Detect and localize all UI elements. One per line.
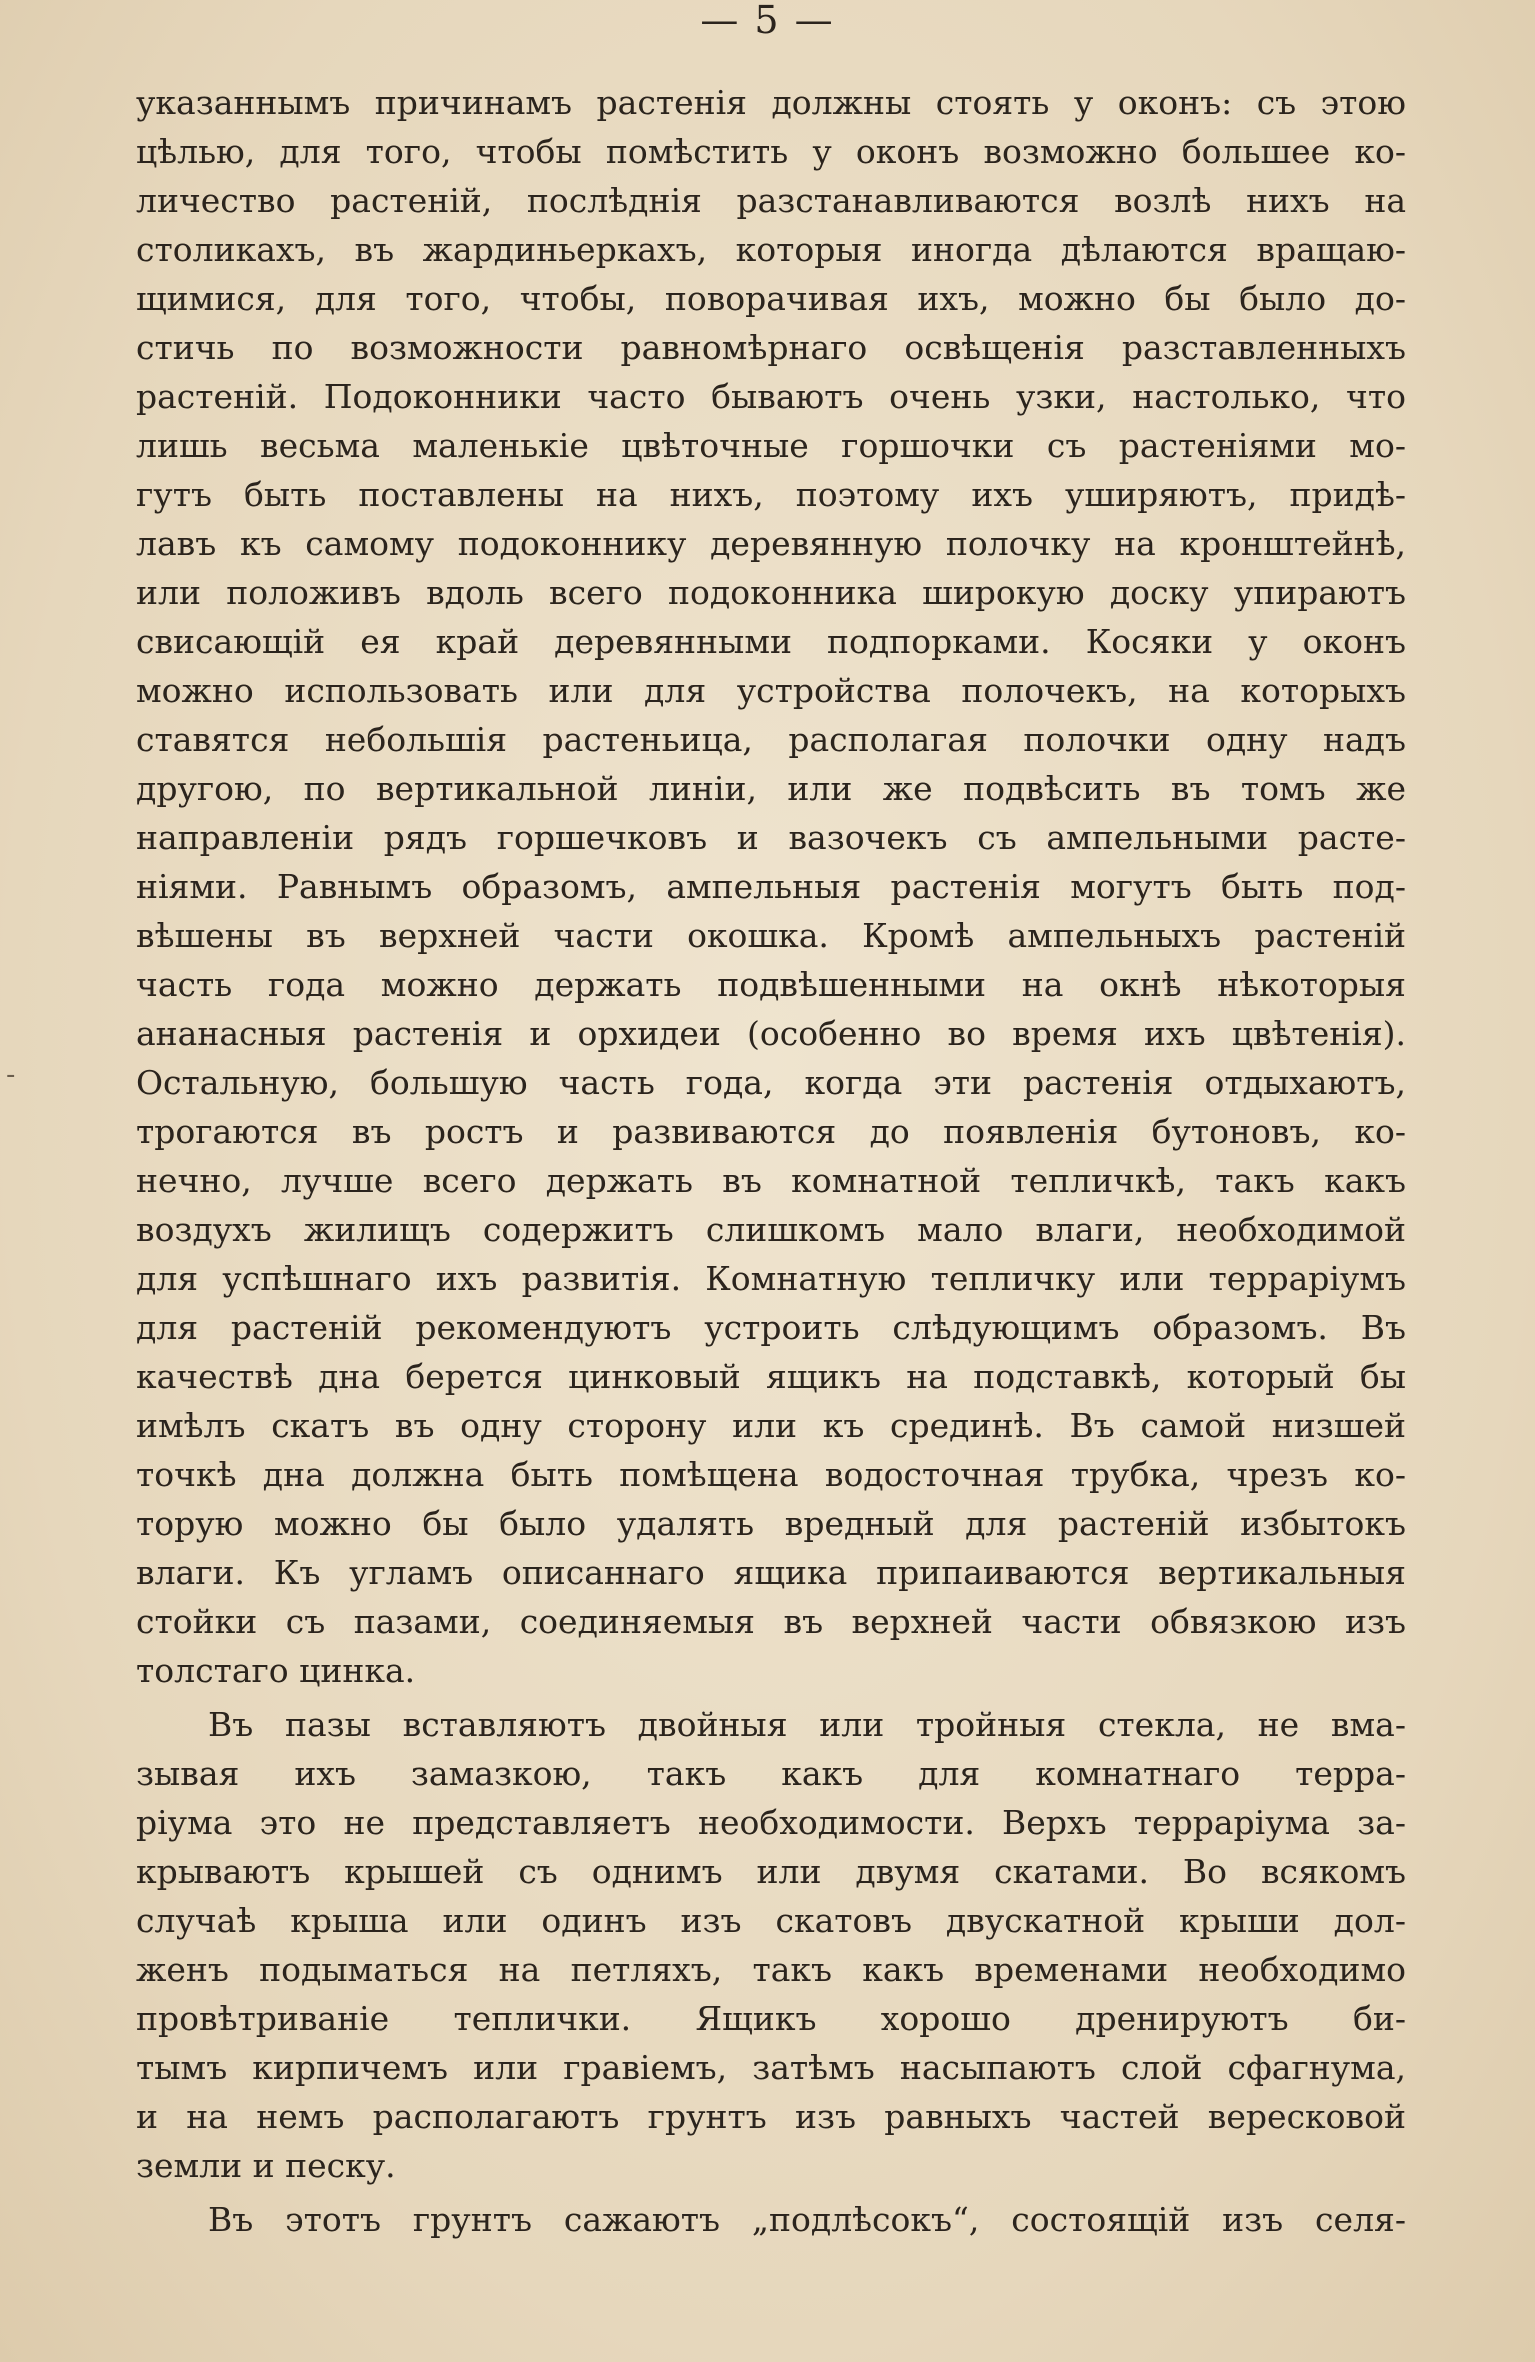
text-line: вѣшены въ верхней части окошка. Кромѣ ампельныхъ растеній — [136, 916, 1406, 955]
text-line: стойки съ пазами, соединяемыя въ верхней части обвязкою изъ — [136, 1602, 1406, 1641]
text-line: Остальную, большую часть года, когда эти растенія отдыхаютъ, — [136, 1063, 1406, 1102]
text-line: случаѣ крыша или одинъ изъ скатовъ двускатной крыши дол- — [136, 1901, 1406, 1940]
text-line: ніями. Равнымъ образомъ, ампельныя растенія могутъ быть под- — [136, 867, 1406, 906]
text-line: имѣлъ скатъ въ одну сторону или къ срединѣ. Въ самой низшей — [136, 1406, 1406, 1445]
text-line: для растеній рекомендуютъ устроить слѣдующимъ образомъ. Въ — [136, 1308, 1406, 1347]
paragraph — [136, 2195, 1406, 2244]
text-line: щимися, для того, чтобы, поворачивая ихъ, можно бы было до- — [136, 279, 1406, 318]
text-line: провѣтриваніе теплички. Ящикъ хорошо дренируютъ би- — [136, 1999, 1406, 2038]
text-line: трогаются въ ростъ и развиваются до появленія бутоновъ, ко- — [136, 1112, 1406, 1151]
text-line: цѣлью, для того, чтобы помѣстить у оконъ возможно большее ко- — [136, 132, 1406, 171]
page-number: — 5 — — [700, 0, 835, 42]
text-line: зывая ихъ замазкою, такъ какъ для комнатнаго терра- — [136, 1754, 1406, 1793]
text-line: качествѣ дна берется цинковый ящикъ на подставкѣ, который бы — [136, 1357, 1406, 1396]
text-line: влаги. Къ угламъ описаннаго ящика припаиваются вертикальныя — [136, 1553, 1406, 1592]
text-line: для успѣшнаго ихъ развитія. Комнатную тепличку или террарiумъ — [136, 1259, 1406, 1298]
text-line: ананасныя растенія и орхидеи (особенно во время ихъ цвѣтенія). — [136, 1014, 1406, 1053]
margin-mark: - — [6, 1060, 16, 1090]
text-line: лишь весьма маленькіе цвѣточные горшочки съ растеніями мо- — [136, 426, 1406, 465]
text-line: лавъ къ самому подоконнику деревянную полочку на кронштейнѣ, — [136, 524, 1406, 563]
text-line: нечно, лучше всего держать въ комнатной тепличкѣ, такъ какъ — [136, 1161, 1406, 1200]
body-text — [136, 78, 1406, 2244]
text-line: гутъ быть поставлены на нихъ, поэтому ихъ уширяютъ, придѣ- — [136, 475, 1406, 514]
text-line: и на немъ располагаютъ грунтъ изъ равныхъ частей вересковой — [136, 2097, 1406, 2136]
text-line: свисающій ея край деревянными подпорками. Косяки у оконъ — [136, 622, 1406, 661]
text-line: указаннымъ причинамъ растенія должны стоять у оконъ: съ этою — [136, 83, 1406, 122]
text-line: столикахъ, въ жардиньеркахъ, которыя иногда дѣлаются вращаю- — [136, 230, 1406, 269]
text-line: другою, по вертикальной линіи, или же подвѣсить въ томъ же — [136, 769, 1406, 808]
text-line: тымъ кирпичемъ или гравіемъ, затѣмъ насыпаютъ слой сфагнума, — [136, 2048, 1406, 2087]
text-line: можно использовать или для устройства полочекъ, на которыхъ — [136, 671, 1406, 710]
text-line: женъ подыматься на петляхъ, такъ какъ временами необходимо — [136, 1950, 1406, 1989]
text-line: стичь по возможности равномѣрнаго освѣщенія разставленныхъ — [136, 328, 1406, 367]
text-line: или положивъ вдоль всего подоконника широкую доску упираютъ — [136, 573, 1406, 612]
text-line: воздухъ жилищъ содержитъ слишкомъ мало влаги, необходимой — [136, 1210, 1406, 1249]
text-line: точкѣ дна должна быть помѣщена водосточная трубка, чрезъ ко- — [136, 1455, 1406, 1494]
text-line: ріума это не представляетъ необходимости. Верхъ террарiума за- — [136, 1803, 1406, 1842]
text-line: земли и песку. — [136, 2146, 396, 2185]
text-line: толстаго цинка. — [136, 1651, 416, 1690]
text-line: часть года можно держать подвѣшенными на окнѣ нѣкоторыя — [136, 965, 1406, 1004]
text-line: личество растеній, послѣднія разстанавливаются возлѣ нихъ на — [136, 181, 1406, 220]
text-line: торую можно бы было удалять вредный для растеній избытокъ — [136, 1504, 1406, 1543]
text-line: Въ пазы вставляютъ двойныя или тройныя стекла, не вма- — [208, 1705, 1406, 1744]
text-line: растеній. Подоконники часто бываютъ очень узки, настолько, что — [136, 377, 1406, 416]
paragraph — [136, 1700, 1406, 2190]
text-line: Въ этотъ грунтъ сажаютъ „подлѣсокъ“, состоящій изъ селя- — [208, 2200, 1406, 2239]
text-line: крываютъ крышей съ однимъ или двумя скатами. Во всякомъ — [136, 1852, 1406, 1891]
text-line: направленіи рядъ горшечковъ и вазочекъ съ ампельными расте- — [136, 818, 1406, 857]
text-line: ставятся небольшія растеньица, располагая полочки одну надъ — [136, 720, 1406, 759]
paragraph — [136, 78, 1406, 1695]
